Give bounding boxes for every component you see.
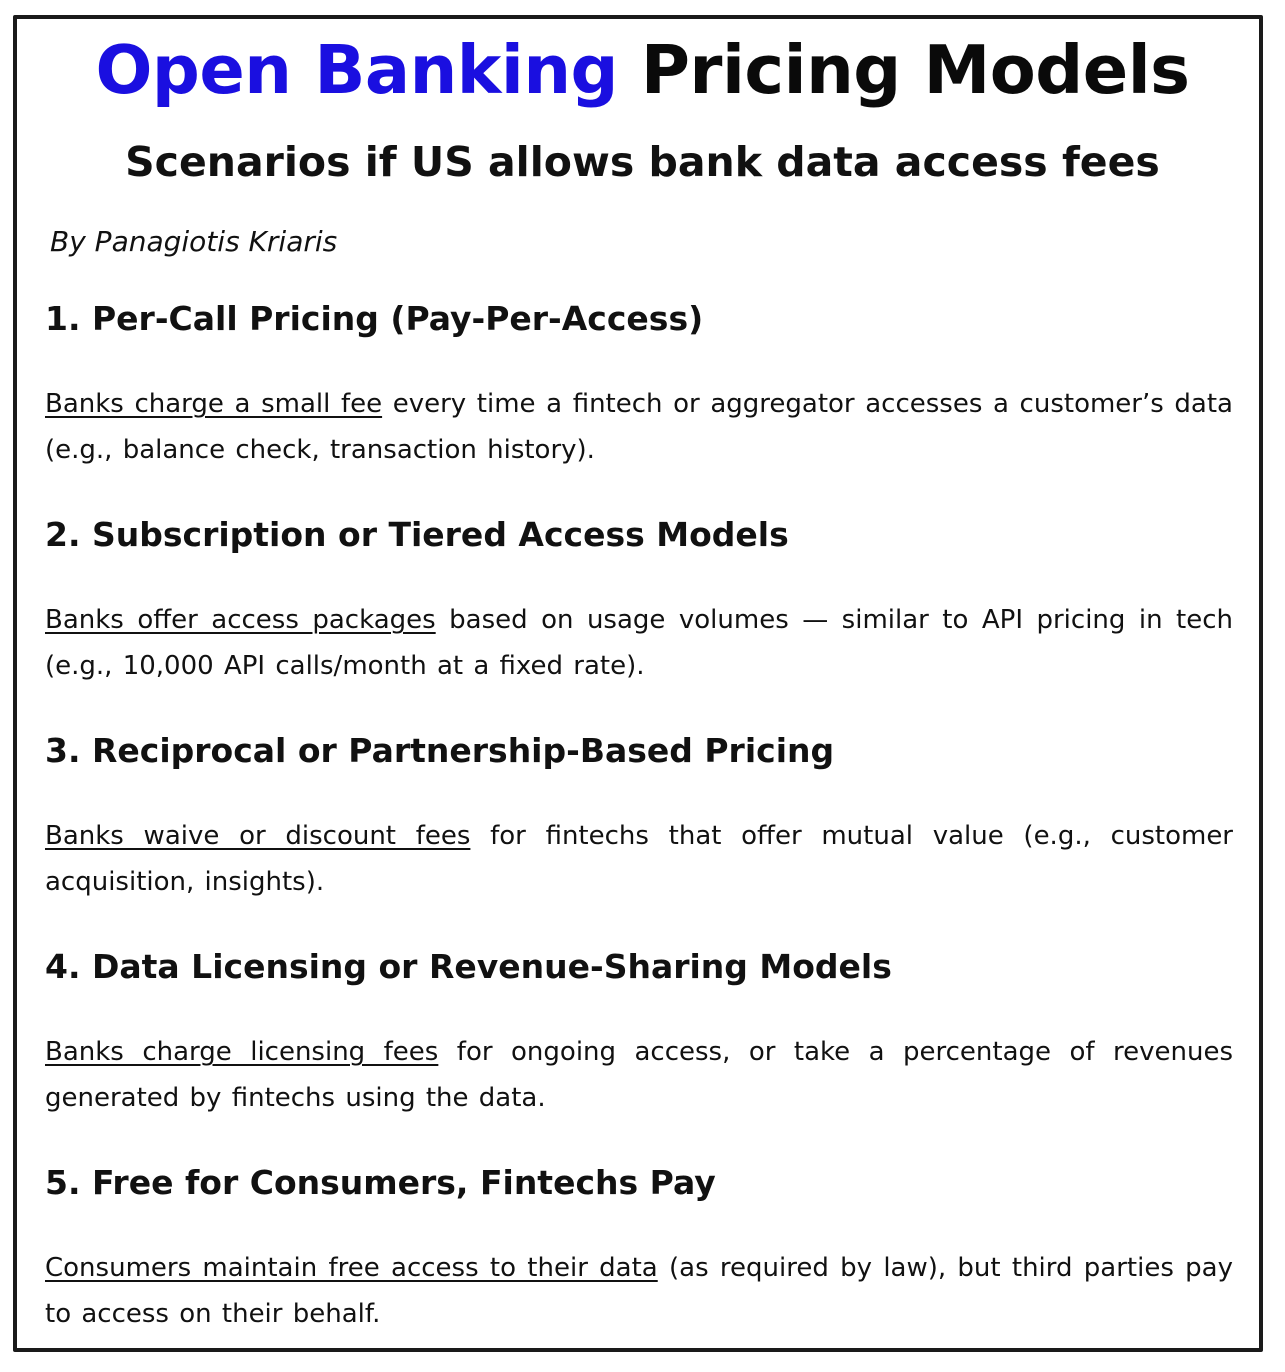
section-body-1 bbox=[45, 381, 1233, 473]
section-body-2-text: based on usage volumes — similar to API pricing in tech (e.g., 10,000 API calls/month at a fixed rate). bbox=[45, 605, 1233, 681]
section-body-2 bbox=[45, 597, 1233, 689]
section-body-5-text: (as required by law), but third parties pay to access on their behalf. bbox=[45, 1253, 1233, 1329]
title-accent: Open Banking bbox=[95, 31, 618, 109]
section-body-4-underlined: Banks charge licensing fees bbox=[45, 1037, 439, 1067]
section-heading-5: 5. Free for Consumers, Fintechs Pay bbox=[45, 1163, 716, 1202]
section-heading-3: 3. Reciprocal or Partnership-Based Pricing bbox=[45, 731, 835, 770]
section-body-3-text: for fintechs that offer mutual value (e.g., customer acquisition, insights). bbox=[45, 821, 1233, 897]
author-byline: By Panagiotis Kriaris bbox=[50, 225, 338, 258]
section-body-4-text: for ongoing access, or take a percentage of revenues generated by fintechs using the data. bbox=[45, 1037, 1233, 1113]
section-body-1-underlined: Banks charge a small fee bbox=[45, 389, 383, 419]
section-body-4 bbox=[45, 1029, 1233, 1121]
title-rest: Pricing Models bbox=[640, 31, 1190, 109]
page-subtitle: Scenarios if US allows bank data access fees bbox=[125, 138, 1160, 186]
section-body-5 bbox=[45, 1245, 1233, 1337]
section-heading-2: 2. Subscription or Tiered Access Models bbox=[45, 515, 789, 554]
section-body-3-underlined: Banks waive or discount fees bbox=[45, 821, 471, 851]
page-title bbox=[0, 22, 1285, 118]
section-body-1-text: every time a fintech or aggregator accesses a customer’s data (e.g., balance check, transaction history). bbox=[45, 389, 1233, 465]
section-body-5-underlined: Consumers maintain free access to their data bbox=[45, 1253, 658, 1283]
section-heading-1: 1. Per-Call Pricing (Pay-Per-Access) bbox=[45, 299, 704, 338]
section-body-3 bbox=[45, 813, 1233, 905]
section-heading-4: 4. Data Licensing or Revenue-Sharing Models bbox=[45, 947, 892, 986]
section-body-2-underlined: Banks offer access packages bbox=[45, 605, 436, 635]
